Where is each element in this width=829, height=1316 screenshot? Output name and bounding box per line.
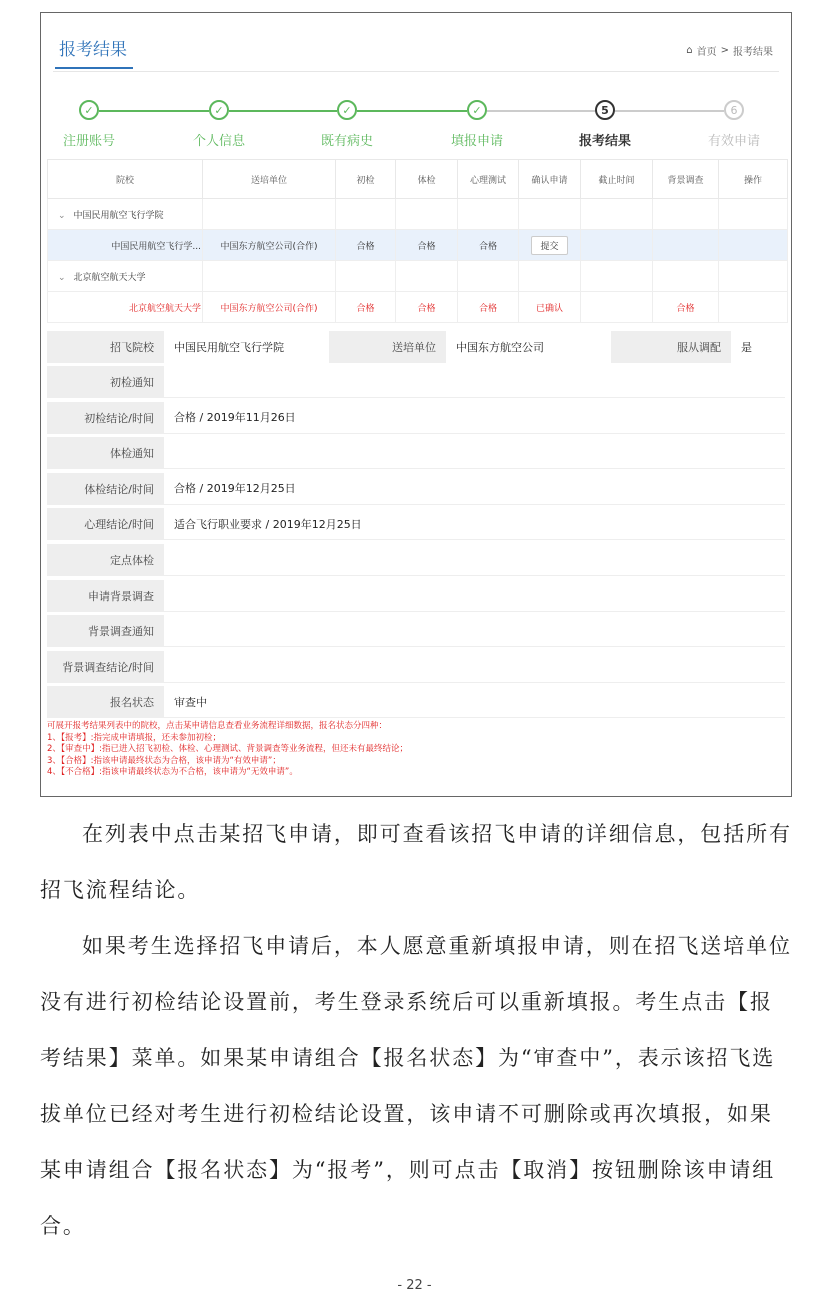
step-connector — [229, 110, 337, 112]
detail-row — [47, 544, 785, 578]
column-header: 送培单位 — [203, 160, 336, 199]
screenshot-frame — [40, 12, 792, 797]
title-underline — [55, 67, 133, 69]
detail-school-value: 中国民用航空飞行学院 — [174, 341, 284, 354]
detail-row — [47, 651, 785, 685]
detail-row — [47, 686, 785, 720]
header-divider — [53, 71, 779, 72]
detail-label: 送培单位 — [329, 331, 446, 363]
detail-value — [164, 544, 785, 576]
step-label[interactable]: 注册账号 — [62, 134, 116, 149]
note-line: 2、【审查中】:指已进入招飞初检、体检、心理测试、背景调查等业务流程，但还未有最终结论； — [47, 744, 409, 754]
note-line: 1、【报考】:指完成申请填报，还未参加初检； — [47, 732, 222, 743]
detail-row — [47, 508, 785, 542]
chevron-down-icon[interactable]: ⌄ — [58, 210, 66, 221]
note-line: 4、【不合格】:指该申请最终状态为不合格，该申请为“无效申请”。 — [47, 767, 298, 777]
detail-label: 定点体检 — [47, 544, 164, 576]
group-name[interactable] — [48, 199, 203, 230]
table-cell: 合格 — [396, 230, 458, 261]
page-title: 报考结果 — [59, 40, 127, 60]
chevron-down-icon[interactable]: ⌄ — [58, 272, 66, 283]
table-cell — [336, 261, 396, 292]
body-text — [40, 806, 792, 1254]
submit-button[interactable]: 提交 — [531, 236, 567, 255]
breadcrumb-home[interactable]: 首页 — [696, 47, 717, 58]
table-cell: 北京航空航天大学 — [48, 292, 203, 323]
table-cell: 中国民用航空飞行学... — [48, 230, 203, 261]
page-number: - 22 - — [397, 1278, 432, 1293]
table-cell — [653, 199, 719, 230]
detail-value: 合格 / 2019年12月25日 — [164, 473, 785, 505]
detail-row-school — [47, 331, 785, 365]
group-row[interactable] — [48, 199, 788, 230]
detail-value: 合格 / 2019年11月26日 — [164, 402, 785, 434]
table-cell — [519, 230, 581, 261]
detail-label: 申请背景调查 — [47, 580, 164, 612]
table-cell — [519, 261, 581, 292]
detail-label: 初检通知 — [47, 366, 164, 398]
status-notes — [47, 721, 787, 779]
detail-label: 报名状态 — [47, 686, 164, 718]
paragraph: 在列表中点击某招飞申请，即可查看该招飞申请的详细信息，包括所有招飞流程结论。 — [40, 822, 792, 902]
detail-value — [164, 366, 785, 398]
paragraph: 如果考生选择招飞申请后，本人愿意重新填报申请，则在招飞送培单位没有进行初检结论设置前，考生登录系统后可以重新填报。考生点击【报考结果】菜单。如果某申请组合【报名状态】为“审查中”，表示该招飞选拔单位已经对考生进行初检结论设置，该申请不可删除或再次填报，如果某申请组合【报名状态】为“报考”，则可点击【取消】按钮删除该申请组合。 — [40, 934, 792, 1238]
detail-row — [47, 366, 785, 400]
table-cell — [719, 261, 788, 292]
step-circle: 5 — [595, 100, 615, 120]
detail-value — [164, 615, 785, 647]
table-cell: 合格 — [458, 230, 519, 261]
table-cell: 合格 — [336, 292, 396, 323]
table-cell: 合格 — [396, 292, 458, 323]
detail-unit-value: 中国东方航空公司 — [456, 341, 544, 354]
table-cell: 已确认 — [519, 292, 581, 323]
table-cell — [719, 292, 788, 323]
note-line: 3、【合格】:指该申请最终状态为合格，该申请为“有效申请”； — [47, 755, 281, 766]
step-label[interactable]: 有效申请 — [707, 134, 761, 149]
table-cell: 中国东方航空公司(合作) — [203, 230, 336, 261]
step-connector — [615, 110, 724, 112]
table-cell — [519, 199, 581, 230]
detail-adjust-value: 是 — [741, 341, 752, 354]
table-cell — [458, 199, 519, 230]
table-row[interactable] — [48, 292, 788, 323]
table-cell: 合格 — [336, 230, 396, 261]
table-cell — [653, 261, 719, 292]
detail-label: 背景调查结论/时间 — [47, 651, 164, 683]
detail-value — [164, 437, 785, 469]
table-cell — [396, 199, 458, 230]
results-table — [47, 159, 788, 323]
table-cell — [719, 230, 788, 261]
detail-row — [47, 473, 785, 507]
step-connector — [357, 110, 467, 112]
step-connector — [99, 110, 209, 112]
step-connector — [487, 110, 595, 112]
detail-value — [164, 580, 785, 612]
table-cell — [458, 261, 519, 292]
column-header: 心理测试 — [458, 160, 519, 199]
detail-label: 心理结论/时间 — [47, 508, 164, 540]
detail-label: 招飞院校 — [47, 331, 164, 363]
note-line: 可展开报考结果列表中的院校，点击某申请信息查看业务流程详细数据，报名状态分四种： — [47, 721, 388, 731]
step-circle: ✓ — [209, 100, 229, 120]
step-circle: 6 — [724, 100, 744, 120]
detail-label: 体检结论/时间 — [47, 473, 164, 505]
detail-row — [47, 615, 785, 649]
breadcrumb-current: 报考结果 — [733, 47, 773, 58]
table-cell — [653, 230, 719, 261]
group-label: 中国民用航空飞行学院 — [73, 210, 164, 221]
step-circle: ✓ — [337, 100, 357, 120]
table-cell — [203, 261, 336, 292]
table-cell — [581, 199, 653, 230]
table-cell — [581, 230, 653, 261]
detail-value: 适合飞行职业要求 / 2019年12月25日 — [164, 508, 785, 540]
detail-row — [47, 402, 785, 436]
detail-label: 服从调配 — [611, 331, 731, 363]
column-header: 初检 — [336, 160, 396, 199]
table-cell: 合格 — [653, 292, 719, 323]
group-name[interactable] — [48, 261, 203, 292]
table-cell: 中国东方航空公司(合作) — [203, 292, 336, 323]
detail-label: 体检通知 — [47, 437, 164, 469]
detail-row — [47, 580, 785, 614]
column-header: 院校 — [48, 160, 203, 199]
table-cell — [396, 261, 458, 292]
table-cell — [719, 199, 788, 230]
step-label[interactable]: 既有病史 — [320, 134, 374, 149]
detail-value: 审查中 — [164, 686, 785, 718]
column-header: 操作 — [719, 160, 788, 199]
column-header: 背景调查 — [653, 160, 719, 199]
column-header: 确认申请 — [519, 160, 581, 199]
table-cell — [581, 261, 653, 292]
table-row[interactable] — [48, 230, 788, 261]
column-header: 截止时间 — [581, 160, 653, 199]
table-cell — [336, 199, 396, 230]
step-label[interactable]: 个人信息 — [192, 134, 246, 149]
detail-label: 初检结论/时间 — [47, 402, 164, 434]
breadcrumb-separator: > — [720, 45, 729, 56]
group-label: 北京航空航天大学 — [73, 272, 146, 283]
detail-label: 背景调查通知 — [47, 615, 164, 647]
detail-row — [47, 437, 785, 471]
detail-value — [164, 651, 785, 683]
results-header-row — [48, 160, 788, 199]
step-label[interactable]: 填报申请 — [450, 134, 504, 149]
table-cell — [203, 199, 336, 230]
table-cell: 合格 — [458, 292, 519, 323]
step-circle: ✓ — [79, 100, 99, 120]
home-icon[interactable]: ⌂ — [686, 45, 693, 56]
column-header: 体检 — [396, 160, 458, 199]
breadcrumb — [686, 43, 773, 58]
step-label[interactable]: 报考结果 — [578, 134, 632, 149]
table-cell — [581, 292, 653, 323]
group-row[interactable] — [48, 261, 788, 292]
step-circle: ✓ — [467, 100, 487, 120]
